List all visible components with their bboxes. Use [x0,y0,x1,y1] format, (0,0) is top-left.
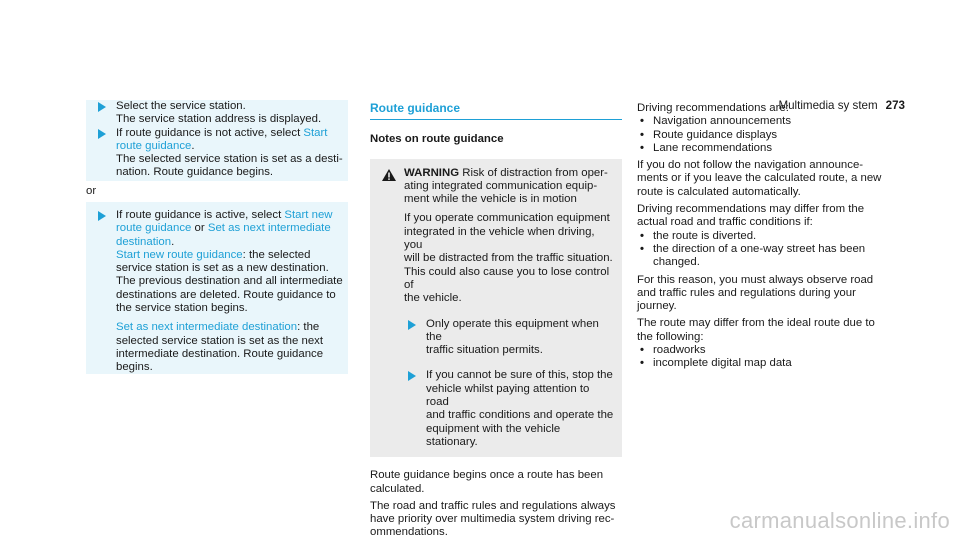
or-separator: or [86,185,97,197]
section-title: Route guidance [370,102,622,120]
body-text: Driving recommendations may differ from the [637,203,865,216]
step-text: : the [297,321,320,334]
body-text: ommendations. [370,526,448,539]
body-text: journey. [637,300,677,313]
body-text: have priority over multimedia system driving rec- [370,513,615,526]
step-text: If route guidance is active, select [116,209,285,221]
step-arrow-icon [408,371,416,381]
step-text: or [191,222,208,235]
warning-box [370,159,622,458]
body-text: ments or if you leave the calculated route, a new [637,172,882,185]
step-text: : the selected [242,248,311,261]
step-text: Only operate this equipment when the [426,317,599,343]
menu-item-start-new-route: Start new [284,209,333,221]
step-arrow-icon [98,102,106,112]
warning-label: WARNING [404,166,460,179]
body-text: If you do not follow the navigation announce- [637,159,864,172]
step-text: selected service station is set as the next [116,334,324,347]
body-text: Driving recommendations are: [637,102,789,114]
step-text: and traffic conditions and operate the [426,409,614,422]
warning-text: Risk of distraction from oper- [459,166,608,179]
body-text: calculated. [370,482,425,495]
menu-item-start-route-guidance: Start [303,126,328,139]
list-item: • the route is diverted. [637,230,897,243]
warning-text: ating integrated communication equip- [404,179,598,192]
warning-body: integrated in the vehicle when driving, you [404,225,595,252]
step-text: nation. Route guidance begins. [116,166,274,179]
list-item: • Lane recommendations [637,142,897,155]
punctuation: . [191,139,195,152]
step-text: the service station begins. [116,302,248,315]
option-next-intermediate: Set as next intermediate destination [116,321,298,334]
body-text: For this reason, you must always observe road [637,273,874,286]
menu-item-next-intermediate: destination [116,235,172,248]
step-text: Select the service station. [116,100,246,112]
warning-text: ment while the vehicle is in motion [404,193,577,206]
body-text: The route may differ from the ideal route due to [637,317,875,330]
body-text: the following: [637,330,704,343]
step-route-active [86,202,348,375]
step-text: service station is set as a new destination. [116,262,329,275]
step-text: The selected service station is set as a desti- [116,153,343,166]
warning-triangle-icon [382,169,396,181]
watermark: carmanualsonline.info [729,507,950,533]
step-text: The previous destination and all intermediate [116,275,343,288]
step-text: destinations are deleted. Route guidance to [116,288,336,301]
column-recommendations [637,102,897,371]
step-text: traffic situation permits. [426,344,543,357]
list-item [637,243,897,270]
instruction-block-2 [86,202,348,374]
instruction-block-1 [86,100,348,181]
warning-body: the vehicle. [404,292,462,305]
menu-item-next-intermediate: Set as next intermediate [207,222,331,235]
menu-item-start-route-guidance: route guidance [116,139,192,152]
step-arrow-icon [408,320,416,330]
column-route-guidance [370,102,622,540]
body-text: actual road and traffic conditions if: [637,216,813,229]
body-text: route is calculated automatically. [637,185,801,198]
step-start-route [86,127,348,180]
step-text: intermediate destination. Route guidance [116,347,324,360]
punctuation: . [171,235,175,248]
step-text: If you cannot be sure of this, stop the [426,369,613,382]
step-text: The service station address is displayed. [116,113,322,126]
step-text: vehicle whilst paying attention to road [426,382,590,409]
step-arrow-icon [98,211,106,221]
body-text: Route guidance begins once a route has been [370,469,604,482]
section-name: Multimedia sy stem [778,99,878,112]
step-arrow-icon [98,129,106,139]
warning-step [404,318,614,358]
list-item-text: changed. [653,256,700,269]
option-start-new-route: Start new route guidance [116,248,243,261]
list-item: • roadworks [637,344,897,357]
warning-body: This could also cause you to lose control of [404,265,610,291]
step-text: If route guidance is not active, select [116,126,304,139]
list-item-text: • the direction of a one-way street has been [653,242,866,255]
menu-item-start-new-route: route guidance [116,222,192,235]
body-text: The road and traffic rules and regulations always [370,499,616,512]
warning-body: will be distracted from the traffic situation. [404,252,613,265]
warning-body: If you operate communication equipment [404,212,610,225]
warning-step [404,369,614,449]
list-item: • Route guidance displays [637,129,897,142]
step-text: begins. [116,361,153,374]
step-select-station [86,100,348,127]
list-item: • incomplete digital map data [637,357,897,370]
step-text: equipment with the vehicle stationary. [426,422,561,448]
list-item: • Navigation announcements [637,115,897,128]
notes-heading: Notes on route guidance [370,133,504,146]
body-text: and traffic rules and regulations during your [637,286,856,299]
page-number: 273 [885,99,905,112]
